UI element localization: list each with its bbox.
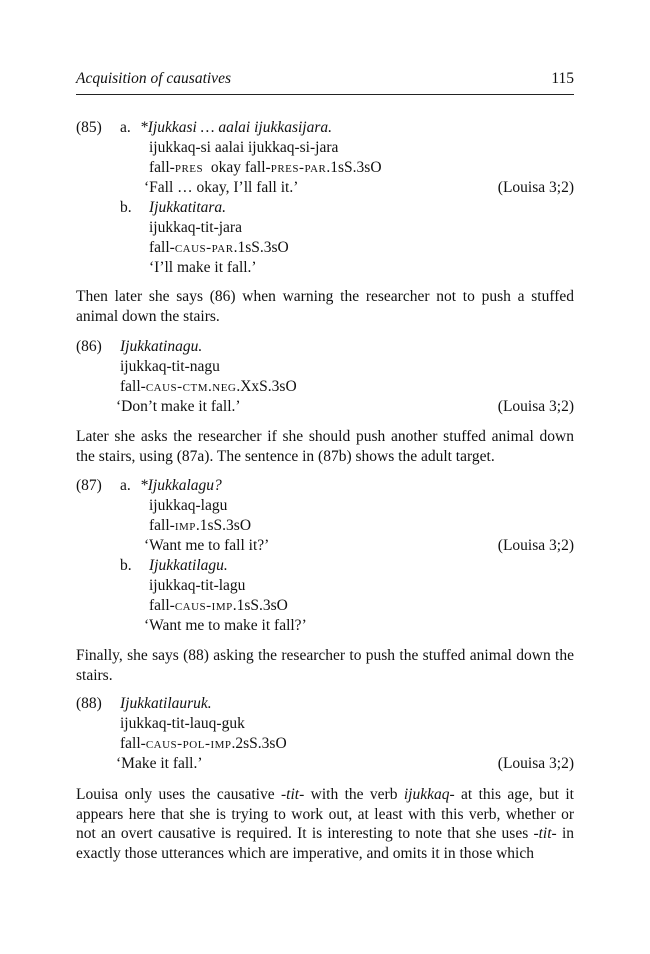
example-line-morphemes: ijukkaq-tit-nagu <box>120 358 220 375</box>
example-line-morphemes: ijukkaq-tit-jara <box>149 219 242 236</box>
sub-label-a: a. <box>120 119 131 136</box>
example-line-gloss: fall-caus-ctm.neg.XxS.3sO <box>120 378 297 395</box>
example-line-original: Ijukkatitara. <box>149 199 227 216</box>
sub-label-b: b. <box>120 199 132 216</box>
page-number: 115 <box>551 70 574 87</box>
running-header <box>76 70 574 95</box>
example-number: (87) <box>76 477 102 494</box>
example-source: (Louisa 3;2) <box>497 537 574 554</box>
example-line-morphemes: ijukkaq-tit-lagu <box>149 577 246 594</box>
example-source: (Louisa 3;2) <box>497 755 574 772</box>
example-number: (88) <box>76 695 102 712</box>
example-number: (85) <box>76 119 102 136</box>
example-line-gloss: fall-pres okay fall-pres-par.1sS.3sO <box>149 159 382 176</box>
body-paragraph: Finally, she says (88) asking the researcher to push the stuffed animal down the stairs. <box>76 647 574 684</box>
header-title: Acquisition of causatives <box>76 70 231 87</box>
sub-label-b: b. <box>120 557 132 574</box>
body-paragraph: Louisa only uses the causative -tit- with the verb ijukkaq- at this age, but it appears here that she is trying to work out, at least with this verb, whether or not an overt causative is required. It is interesting to note that she uses -tit- in exactly those utterances which are imperative, and omits it in those which <box>76 786 574 863</box>
example-translation: ‘Fall … okay, I’ll fall it.’ <box>144 179 299 196</box>
example-translation: ‘I’ll make it fall.’ <box>149 259 257 276</box>
example-line-gloss: fall-caus-imp.1sS.3sO <box>149 597 288 614</box>
example-translation: ‘Don’t make it fall.’ <box>116 398 241 415</box>
body-paragraph: Later she asks the researcher if she should push another stuffed animal down the stairs, using (87a). The sentence in (87b) shows the adult target. <box>76 428 574 465</box>
example-line-original: Ijukkatinagu. <box>120 338 203 355</box>
example-translation: ‘Make it fall.’ <box>116 755 203 772</box>
example-line-gloss: fall-caus-pol-imp.2sS.3sO <box>120 735 287 752</box>
example-line-original: Ijukkatilauruk. <box>120 695 212 712</box>
example-line-morphemes: ijukkaq-si aalai ijukkaq-si-jara <box>149 139 339 156</box>
example-line-morphemes: ijukkaq-lagu <box>149 497 228 514</box>
example-source: (Louisa 3;2) <box>497 179 574 196</box>
example-number: (86) <box>76 338 102 355</box>
example-line-original: *Ijukkasi … aalai ijukkasijara. <box>140 119 333 136</box>
example-line-morphemes: ijukkaq-tit-lauq-guk <box>120 715 245 732</box>
example-source: (Louisa 3;2) <box>497 398 574 415</box>
sub-label-a: a. <box>120 477 131 494</box>
example-line-original: Ijukkatilagu. <box>149 557 228 574</box>
example-line-original: *Ijukkalagu? <box>140 477 222 494</box>
example-line-gloss: fall-imp.1sS.3sO <box>149 517 252 534</box>
example-translation: ‘Want me to make it fall?’ <box>144 617 307 634</box>
example-translation: ‘Want me to fall it?’ <box>144 537 270 554</box>
body-paragraph: Then later she says (86) when warning the researcher not to push a stuffed animal down the stairs. <box>76 288 574 325</box>
example-line-gloss: fall-caus-par.1sS.3sO <box>149 239 289 256</box>
